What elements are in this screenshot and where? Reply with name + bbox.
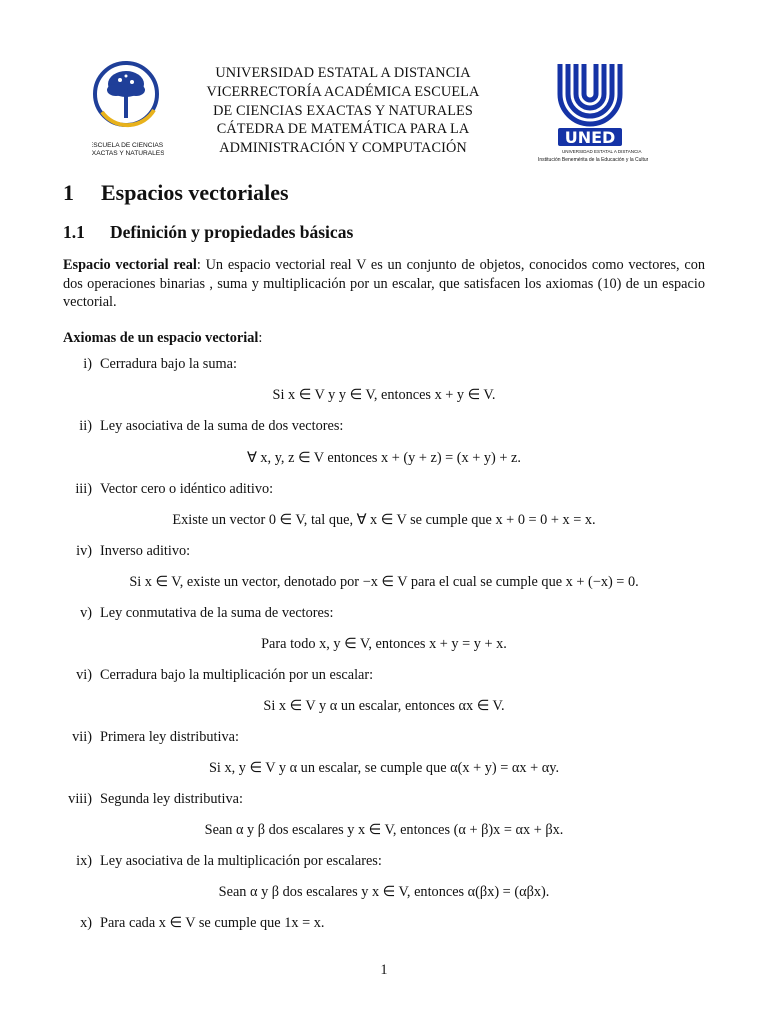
- axiom-label: x): [80, 915, 92, 931]
- escuela-ciencias-logo: [92, 60, 164, 164]
- axioms-heading: [63, 330, 262, 347]
- axiom-label: ii): [79, 418, 92, 434]
- axiom-label: v): [80, 605, 92, 621]
- axioms-heading-suffix: :: [258, 330, 263, 346]
- axiom-formula: Sean α y β dos escalares y x ∈ V, entonces α(βx) = (αβx).: [218, 884, 550, 900]
- axiom-formula: Si x ∈ V, existe un vector, denotado por −x ∈ V para el cual se cumple que x + (−x) = 0.: [129, 574, 639, 590]
- axiom-formula: Si x, y ∈ V y α un escalar, se cumple que α(x + y) = αx + αy.: [208, 760, 560, 776]
- axiom-label: vi): [76, 667, 92, 683]
- university-header: [200, 64, 486, 158]
- axiom-label: iv): [76, 543, 92, 559]
- right-logo-text-2: Institución Benemérita de la Educación y la Cultura: [538, 157, 648, 163]
- axiom-label: i): [83, 356, 92, 372]
- definition-paragraph: [63, 256, 705, 312]
- axiom-label: iii): [75, 481, 92, 497]
- axioms-heading-term: Axiomas de un espacio vectorial: [63, 330, 259, 346]
- right-logo-text-1: UNIVERSIDAD ESTATAL A DISTANCIA: [562, 149, 642, 154]
- axiom-formula: ∀ x, y, z ∈ V entonces x + (y + z) = (x + y) + z.: [247, 450, 521, 466]
- axiom-title: Ley asociativa de la multiplicación por escalares:: [100, 853, 382, 869]
- axiom-formula: Si x ∈ V y y ∈ V, entonces x + y ∈ V.: [272, 387, 496, 403]
- axiom-label: ix): [76, 853, 92, 869]
- left-logo-text-2: EXACTAS Y NATURALES: [92, 150, 164, 157]
- axiom-formula: Existe un vector 0 ∈ V, tal que, ∀ x ∈ V se cumple que x + 0 = 0 + x = x.: [172, 512, 596, 528]
- header-line: CÁTEDRA DE MATEMÁTICA PARA LA: [216, 121, 470, 138]
- axiom-formula: Sean α y β dos escalares y x ∈ V, entonces (α + β)x = αx + βx.: [204, 822, 564, 838]
- axiom-title: Cerradura bajo la multiplicación por un escalar:: [100, 667, 374, 683]
- axiom-formula: Si x ∈ V y α un escalar, entonces αx ∈ V.: [263, 698, 505, 714]
- section-title: Espacios vectoriales: [101, 180, 289, 205]
- definition-term: Espacio vectorial real: [63, 257, 197, 273]
- uned-concentric-logo-icon: [532, 56, 648, 168]
- header-line: UNIVERSIDAD ESTATAL A DISTANCIA: [215, 65, 471, 81]
- left-logo-text-1: ESCUELA DE CIENCIAS: [92, 142, 164, 149]
- header-line: DE CIENCIAS EXACTAS Y NATURALES: [213, 102, 473, 119]
- axiom-title: Ley conmutativa de la suma de vectores:: [100, 605, 334, 621]
- uned-logo: [532, 56, 648, 168]
- axiom-title: Primera ley distributiva:: [100, 729, 239, 745]
- subsection-title: Definición y propiedades básicas: [110, 222, 354, 242]
- axiom-title: Inverso aditivo:: [100, 543, 191, 559]
- axiom-title: Para cada x ∈ V se cumple que 1x = x.: [100, 915, 325, 931]
- section-number: 1: [63, 180, 74, 205]
- subsection-number: 1.1: [63, 222, 85, 242]
- tree-circle-logo-icon: [92, 60, 164, 164]
- axiom-title: Vector cero o idéntico aditivo:: [100, 481, 274, 497]
- uned-wordmark: UNED: [564, 128, 616, 147]
- header-line: VICERRECTORÍA ACADÉMICA ESCUELA: [206, 83, 480, 100]
- definition-text: : Un espacio vectorial real V es un conjunto de objetos, conocidos como vectores, con dos operaciones binarias , suma y multiplicación por un escalar, que satisfacen los axiomas (10) de un espacio vectorial.: [63, 257, 705, 311]
- axiom-title: Segunda ley distributiva:: [100, 791, 243, 807]
- axiom-label: viii): [68, 791, 92, 807]
- header-line: ADMINISTRACIÓN Y COMPUTACIÓN: [219, 140, 467, 157]
- axiom-formula: Para todo x, y ∈ V, entonces x + y = y + x.: [261, 636, 507, 652]
- axiom-title: Ley asociativa de la suma de dos vectores:: [100, 418, 344, 434]
- page-number: 1: [380, 962, 388, 978]
- axiom-label: vii): [72, 729, 92, 745]
- axiom-title: Cerradura bajo la suma:: [100, 356, 237, 372]
